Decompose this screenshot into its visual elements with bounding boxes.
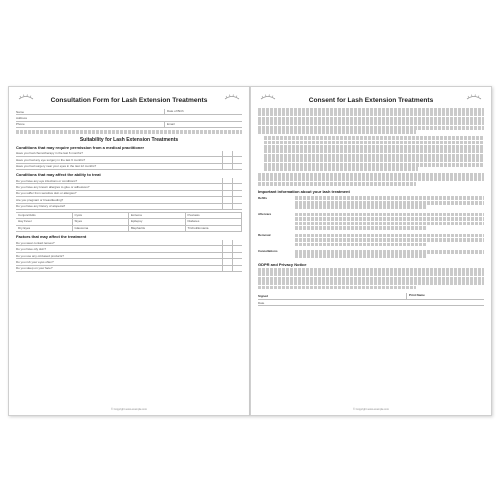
no-box[interactable]: [232, 191, 242, 196]
eye-lash-icon: [466, 94, 482, 102]
question: Do you have oily skin?: [16, 247, 47, 252]
condition-checkbox[interactable]: Psoriasis: [186, 213, 243, 219]
field-label[interactable]: Email: [164, 122, 242, 127]
question: Do you rub your eyes often?: [16, 259, 54, 264]
yes-box[interactable]: [222, 204, 232, 209]
info-row: [258, 196, 484, 210]
field-label[interactable]: Date of Birth: [164, 109, 242, 114]
no-box[interactable]: [232, 266, 242, 271]
no-box[interactable]: [232, 157, 242, 162]
info-row: [258, 249, 484, 259]
yes-box[interactable]: [222, 191, 232, 196]
yes-box[interactable]: [222, 240, 232, 245]
no-box[interactable]: [232, 240, 242, 245]
question: Have you had any eye surgery in the last 6 months?: [16, 157, 86, 162]
info-row: [258, 233, 484, 247]
question: Do you sleep on your face?: [16, 266, 53, 271]
print-name-field[interactable]: Print Name: [406, 293, 484, 298]
yes-box[interactable]: [222, 178, 232, 183]
conditions-grid: [16, 212, 242, 232]
page-footer: © Copyright www.example.com: [110, 408, 148, 411]
yes-box[interactable]: [222, 184, 232, 189]
field-label: Phone: [16, 122, 25, 127]
yes-box[interactable]: [222, 157, 232, 162]
eye-lash-icon: [224, 94, 240, 102]
question: Have you had surgery near your eyes in the last 12 months?: [16, 164, 97, 169]
condition-checkbox[interactable]: Blepharitis: [129, 226, 186, 232]
date-label: Date: [258, 300, 265, 305]
info-label: Cancellations: [258, 249, 278, 254]
question: Do you suffer from sensitive skin or allergies?: [16, 191, 77, 196]
condition-checkbox[interactable]: Dry Eyes: [16, 226, 73, 232]
bullet-list: [258, 136, 484, 171]
info-label: Removal: [258, 232, 271, 237]
yes-box[interactable]: [222, 164, 232, 169]
question: Are you pregnant or breastfeeding?: [16, 197, 64, 202]
field-label: Address: [16, 116, 28, 121]
yes-box[interactable]: [222, 259, 232, 264]
section-heading: GDPR and Privacy Notice: [258, 261, 307, 267]
condition-checkbox[interactable]: Eczema: [129, 213, 186, 219]
consent-form-page: [250, 86, 492, 416]
gdpr-text: [258, 268, 484, 290]
section-heading: Conditions that may require permission from a medical practitioner: [16, 144, 145, 150]
question: Do you use any oil-based products?: [16, 253, 64, 258]
info-label: Refills: [258, 195, 268, 200]
no-box[interactable]: [232, 178, 242, 183]
yes-box[interactable]: [222, 246, 232, 251]
info-label: Aftercare: [258, 211, 272, 216]
field-label: Name: [16, 109, 25, 114]
question: Do you wear contact lenses?: [16, 240, 55, 245]
no-box[interactable]: [232, 184, 242, 189]
consent-paragraph: [258, 108, 484, 134]
section-title: Suitability for Lash Extension Treatments: [79, 136, 179, 143]
condition-checkbox[interactable]: Diabetes: [186, 219, 243, 225]
yes-box[interactable]: [222, 266, 232, 271]
question: Do you have any eye infections or conditions?: [16, 178, 78, 183]
condition-checkbox[interactable]: Epilepsy: [129, 219, 186, 225]
signature-label: Signed: [258, 294, 269, 299]
section-heading: Conditions that may affect the ability to treat: [16, 171, 101, 177]
question: Do you have any known allergies to glue or adhesives?: [16, 185, 90, 190]
intro-text: [16, 130, 242, 134]
question: Do you have any history of alopecia?: [16, 204, 66, 209]
no-box[interactable]: [232, 151, 242, 156]
question-list: [16, 240, 242, 272]
question: Have you had chemotherapy in the last 6 months?: [16, 151, 83, 156]
info-row: [258, 212, 484, 231]
yes-box[interactable]: [222, 253, 232, 258]
condition-checkbox[interactable]: Trichotillomania: [186, 226, 243, 232]
condition-checkbox[interactable]: Conjunctivitis: [16, 213, 73, 219]
no-box[interactable]: [232, 204, 242, 209]
condition-checkbox[interactable]: Styes: [73, 219, 130, 225]
no-box[interactable]: [232, 259, 242, 264]
date-row: [258, 300, 484, 306]
yes-box[interactable]: [222, 197, 232, 202]
condition-checkbox[interactable]: Hay Fever: [16, 219, 73, 225]
question-list: [16, 151, 242, 170]
form-title: Consultation Form for Lash Extension Treatments: [50, 97, 208, 104]
form-title: Consent for Lash Extension Treatments: [308, 97, 434, 104]
yes-box[interactable]: [222, 151, 232, 156]
no-box[interactable]: [232, 164, 242, 169]
condition-checkbox[interactable]: Cysts: [73, 213, 130, 219]
no-box[interactable]: [232, 253, 242, 258]
client-details: [16, 109, 242, 128]
eye-lash-icon: [18, 94, 34, 102]
consent-paragraph: [258, 173, 484, 186]
eye-lash-icon: [260, 94, 276, 102]
question-list: [16, 178, 242, 210]
consultation-form-page: [8, 86, 250, 416]
no-box[interactable]: [232, 246, 242, 251]
section-heading: Important information about your lash treatment: [258, 188, 350, 194]
no-box[interactable]: [232, 197, 242, 202]
page-footer: © Copyright www.example.com: [352, 408, 390, 411]
section-heading: Factors that may affect the treatment: [16, 234, 87, 240]
condition-checkbox[interactable]: Glaucoma: [73, 226, 130, 232]
